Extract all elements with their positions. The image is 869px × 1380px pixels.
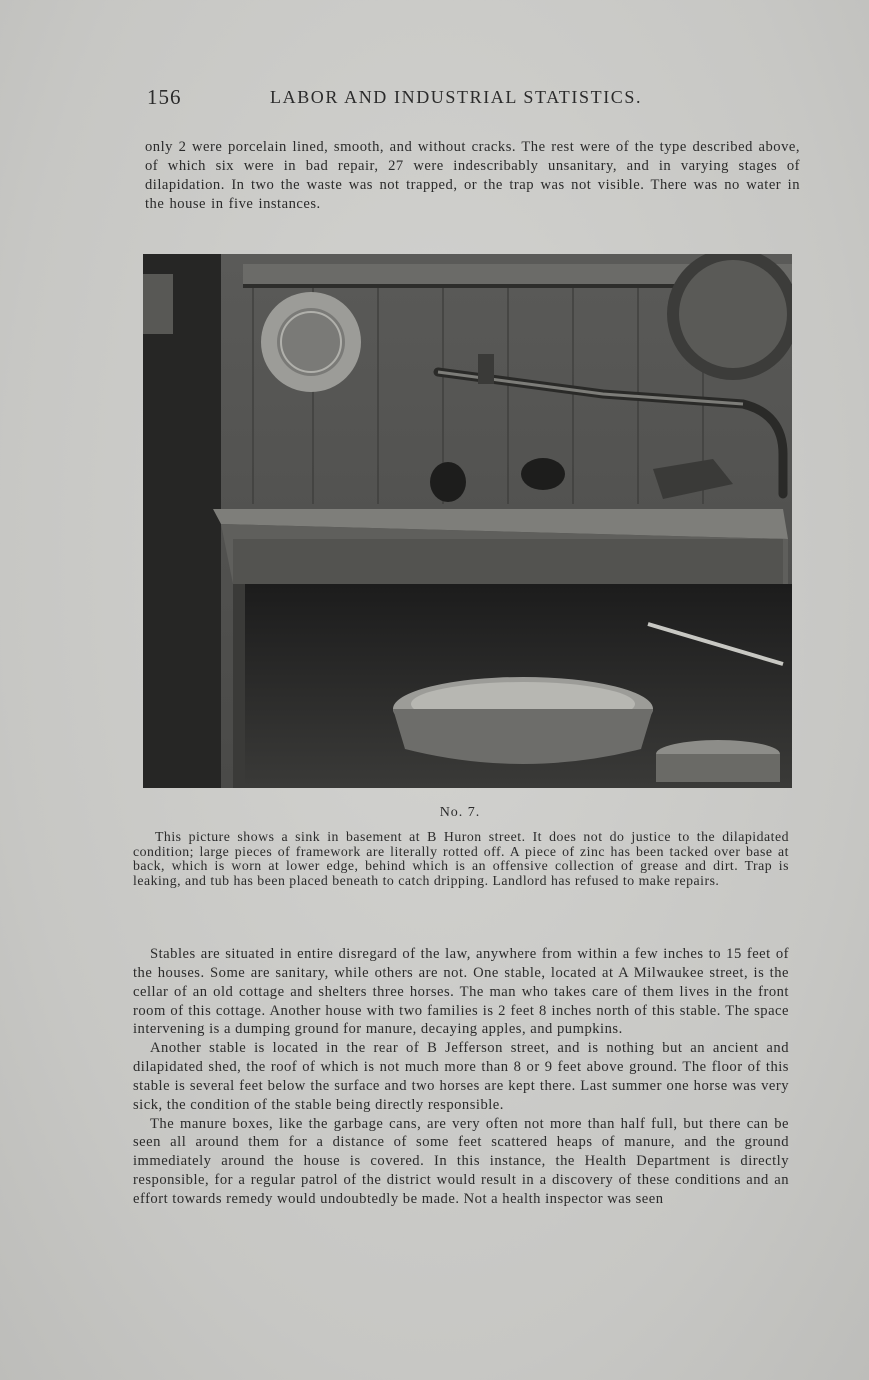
figure-number: No. 7. bbox=[439, 805, 481, 820]
figure-caption: This picture shows a sink in basement at B Huron street. It does not do justice to the dilapidated condition; large pieces of framework are literally rotted off. A piece of zinc has been tacked over base at back, which is worn at lower edge, behind which is an offensive collection of grease and dirt. Trap is leaking, and tub has been placed beneath to catch dripping. Landlord has refused to make repairs. bbox=[133, 829, 789, 888]
sink-photograph-drawing bbox=[143, 254, 792, 788]
body-paragraph: The manure boxes, like the garbage cans, are very often not more than half full, but there can be seen all around them for a distance of some feet scattered heaps of manure, and the ground immediately around the house is covered. In this instance, the Health Department is directly responsible, for a regular patrol of the district would result in a discovery of these conditions and an effort towards remedy would undoubtedly be made. Not a health inspector was seen bbox=[133, 1115, 789, 1207]
page-number: 156 bbox=[147, 85, 182, 109]
body-paragraph: Stables are situated in entire disregard of the law, anywhere from within a few inches to 15 feet of the houses. Some are sanitary, while others are not. One stable, located at A Milwaukee street, is the cellar of an old cottage and shelters three horses. The man who takes care of them lives in the front room of this cottage. Another house with two families is 2 feet 8 inches north of this stable. The space intervening is a dumping ground for manure, decaying apples, and pumpkins. bbox=[133, 946, 789, 1038]
body-text bbox=[133, 945, 789, 1209]
paragraph-top: only 2 were porcelain lined, smooth, and without cracks. The rest were of the type described above, of which six were in bad repair, 27 were indescribably unsanitary, and in varying stages of dilapidation. In two the waste was not trapped, or the trap was not visible. There was no water in the house in five instances. bbox=[145, 139, 800, 212]
sink-photograph bbox=[143, 254, 792, 788]
body-paragraph: Another stable is located in the rear of B Jefferson street, and is nothing but an ancient and dilapidated shed, the roof of which is not much more than 8 or 9 feet above ground. The floor of this stable is several feet below the surface and two horses are kept there. Last summer one horse was very sick, the condition of the stable being directly responsible. bbox=[133, 1040, 789, 1113]
running-head: LABOR AND INDUSTRIAL STATISTICS. bbox=[270, 87, 643, 107]
